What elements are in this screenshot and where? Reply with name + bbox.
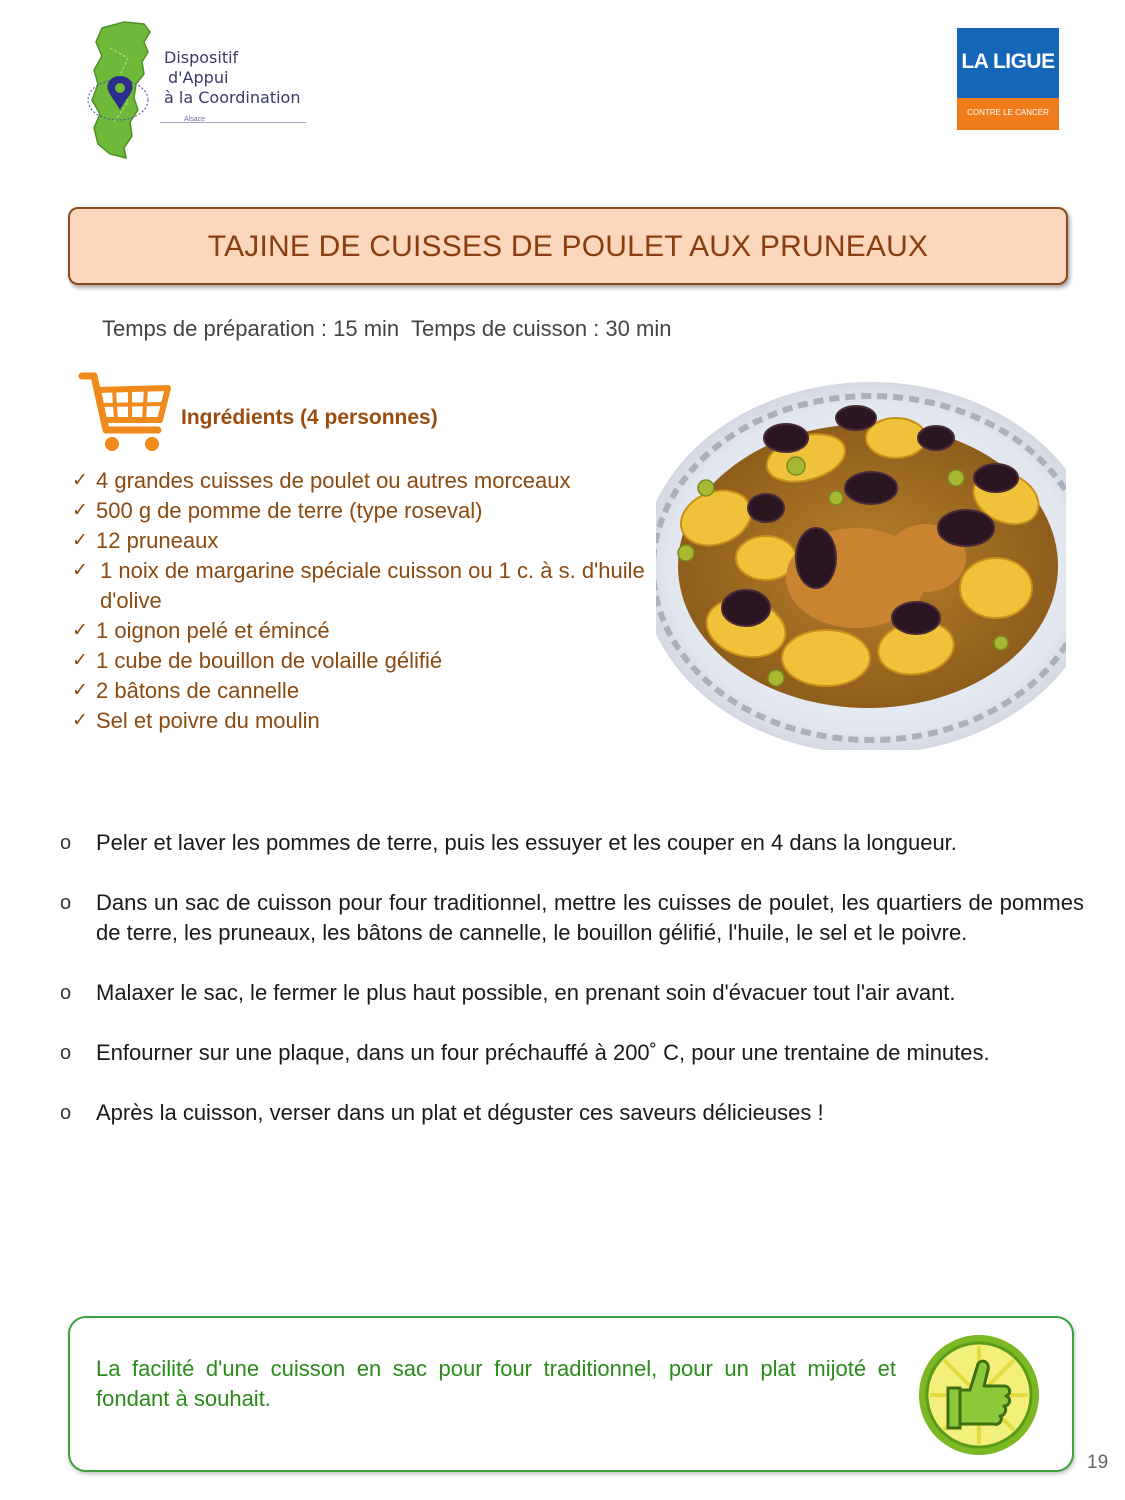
shopping-cart-icon xyxy=(78,370,174,458)
step-bullet: o xyxy=(60,892,72,914)
ingredient-item xyxy=(70,616,650,646)
step-item xyxy=(60,888,1084,948)
ingredient-item xyxy=(70,526,650,556)
thumbs-up-icon xyxy=(918,1334,1040,1456)
ingredient-item xyxy=(70,466,650,496)
step-text: Enfourner sur une plaque, dans un four préchauffé à 200˚ C, pour une trentaine de minutes. xyxy=(96,1040,990,1065)
ingredient-text: Sel et poivre du moulin xyxy=(96,708,320,733)
step-item xyxy=(60,1098,1084,1128)
check-icon: ✓ xyxy=(72,470,88,491)
ingredient-text: 500 g de pomme de terre (type roseval) xyxy=(96,498,483,523)
dac-region: Alsace xyxy=(184,116,206,123)
ingredient-text: 1 cube de bouillon de volaille gélifié xyxy=(96,648,443,673)
recipe-title: TAJINE DE CUISSES DE POULET AUX PRUNEAUX xyxy=(207,230,929,263)
step-bullet: o xyxy=(60,982,72,1004)
step-bullet: o xyxy=(60,1042,72,1064)
step-bullet: o xyxy=(60,1102,72,1124)
ingredient-item xyxy=(70,556,650,616)
ingredient-item xyxy=(70,676,650,706)
ingredient-text: 1 oignon pelé et émincé xyxy=(96,618,330,643)
step-item xyxy=(60,828,1084,858)
step-text: Malaxer le sac, le fermer le plus haut possible, en prenant soin d'évacuer tout l'air avant. xyxy=(96,980,956,1005)
dac-logo xyxy=(84,18,314,163)
step-text: Peler et laver les pommes de terre, puis les essuyer et les couper en 4 dans la longueur. xyxy=(96,830,957,855)
dac-logo-text xyxy=(164,48,300,108)
tajine-dish-photo xyxy=(656,378,1066,750)
check-icon: ✓ xyxy=(72,560,88,581)
tip-text: La facilité d'une cuisson en sac pour four traditionnel, pour un plat mijoté et fondant à souhait. xyxy=(96,1356,896,1411)
ingredients-list xyxy=(70,466,650,736)
recipe-title-banner xyxy=(68,207,1068,285)
dac-divider xyxy=(160,122,306,123)
ingredients-heading: Ingrédients (4 personnes) xyxy=(181,406,438,429)
check-icon: ✓ xyxy=(72,530,88,551)
page-number: 19 xyxy=(1087,1452,1109,1473)
check-icon: ✓ xyxy=(72,650,88,671)
ligue-logo-subtitle: CONTRE LE CANCER xyxy=(967,108,1049,117)
dac-line1: Dispositif xyxy=(164,48,239,67)
ingredient-item xyxy=(70,706,650,736)
ligue-logo-title: LA LIGUE xyxy=(961,50,1055,73)
ingredient-item xyxy=(70,496,650,526)
check-icon: ✓ xyxy=(72,680,88,701)
step-text: Dans un sac de cuisson pour four traditionnel, mettre les cuisses de poulet, les quartiers de pommes de terre, les pruneaux, les bâtons de cannelle, le bouillon gélifié, l'huile, le sel et le poivre. xyxy=(96,890,1084,945)
dac-line3: à la Coordination xyxy=(164,88,301,107)
ligue-logo xyxy=(957,28,1059,130)
step-text: Après la cuisson, verser dans un plat et déguster ces saveurs délicieuses ! xyxy=(96,1100,824,1125)
step-bullet: o xyxy=(60,832,72,854)
ingredient-text: 12 pruneaux xyxy=(96,528,219,553)
ingredient-text: 2 bâtons de cannelle xyxy=(96,678,300,703)
ingredient-item xyxy=(70,646,650,676)
recipe-steps xyxy=(60,828,1084,1158)
recipe-times: Temps de préparation : 15 min Temps de cuisson : 30 min xyxy=(102,316,672,341)
step-item xyxy=(60,1038,1084,1068)
check-icon: ✓ xyxy=(72,500,88,521)
check-icon: ✓ xyxy=(72,710,88,731)
ingredient-text: 4 grandes cuisses de poulet ou autres morceaux xyxy=(96,468,571,493)
dac-line2: d'Appui xyxy=(168,68,229,87)
check-icon: ✓ xyxy=(72,620,88,641)
step-item xyxy=(60,978,1084,1008)
ingredient-text: 1 noix de margarine spéciale cuisson ou 1 c. à s. d'huile d'olive xyxy=(100,558,645,613)
